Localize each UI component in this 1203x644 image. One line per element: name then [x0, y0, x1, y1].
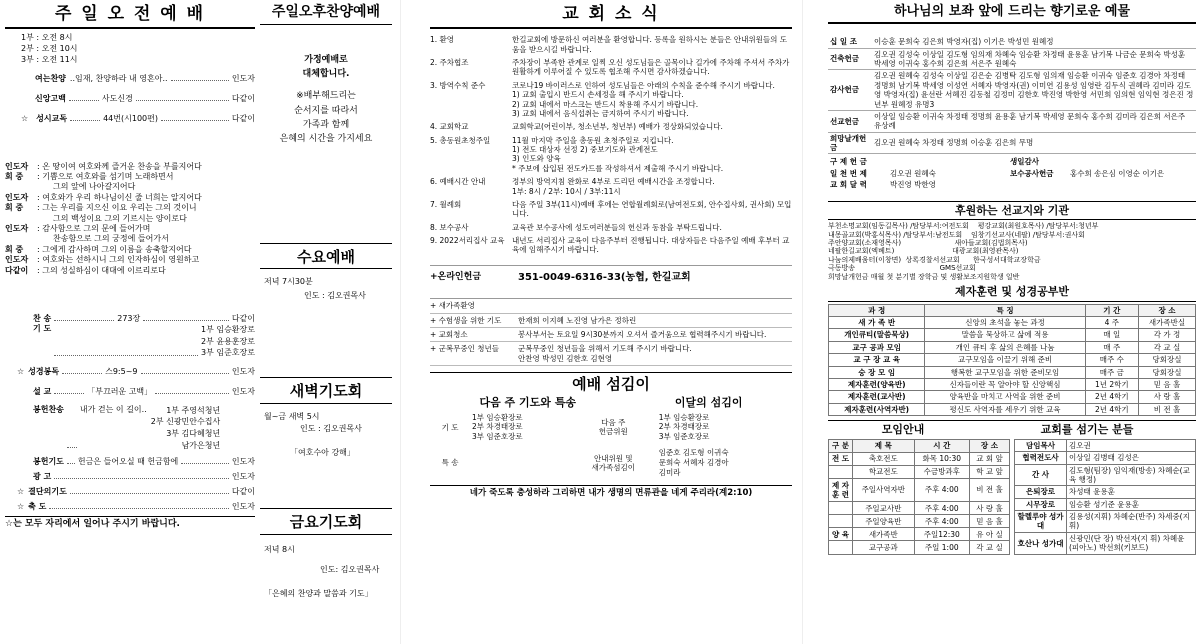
reading-line [5, 203, 255, 213]
meeting-cell: 주일교사반 [853, 502, 915, 515]
reading-line [5, 182, 255, 192]
creed: 신앙고백 사도신경 다같이 [35, 93, 255, 103]
offering-names: 김오권 원혜숙 차정태 정명희 이승훈 김은희 무명 [872, 132, 1196, 154]
offering-row [828, 70, 1196, 111]
news-text: 내년도 서리집사 교육이 다음주부터 진행됩니다. 대상자들은 다음주일 예배 후부터 교육에 임해주시기 바랍니다. [512, 236, 790, 255]
reading-line [5, 193, 255, 203]
offertory: 봉헌찬송 내가 걷는 이 길이.. 1부 주영석청년 2부 신광민안수집사 3부 김다혜청년 남가은청년 [33, 404, 221, 450]
meeting-row [829, 515, 1010, 528]
sermon: 설 교 「부끄러운 고백」 인도자 [33, 386, 255, 396]
training-cell: 믿 음 홀 [1139, 378, 1196, 390]
servant-row [1015, 511, 1196, 533]
misc-names: 박진영 박한영 [890, 180, 936, 190]
mission-line: 주안양교회(소재영목사) 새아들교회(김법희목사) [828, 239, 1028, 248]
servant-names: 김도형(팀장) 임익재(방송) 차혜순(교육 행정) [1067, 464, 1196, 486]
meeting-cell: 주후 4:00 [914, 515, 969, 528]
meeting-cell: 유 아 실 [969, 528, 1009, 541]
news-heading: 4. 교회학교 [430, 122, 469, 132]
training-cell: 1년 2학기 [1085, 378, 1138, 390]
wednesday-service-body: 저녁 7시30분 인도 : 김오권목사 [264, 277, 366, 301]
afternoon-service-title: 주일오후찬양예배 [260, 4, 392, 25]
news-heading: 9. 2022서리집사 교육 [430, 236, 505, 245]
meeting-header-cell: 제 목 [853, 439, 915, 452]
meeting-cell: 축호전도 [853, 452, 915, 465]
mission-list [828, 222, 1196, 281]
extra-item [430, 314, 792, 328]
training-cell: 교구 공과 모임 [829, 341, 925, 353]
reading-text: : 그의 성실하심이 대대에 이르리로다 [37, 265, 166, 275]
news-text: 교육관 보수공사에 성도여러분들의 헌신과 동참을 부탁드립니다. [512, 222, 722, 232]
church-news-column [430, 4, 792, 499]
training-row [829, 378, 1196, 390]
training-cell: 말씀을 묵상하고 삶에 적용 [925, 329, 1085, 341]
mission-line: 나눔의제배움터(이창면) 상록경찰서선교회 한국성서대학교장학금 [828, 255, 1041, 264]
extra-text: 봉사부서는 토요일 9시30분까지 오셔서 즐거움으로 협력해주시기 바랍니다. [518, 330, 767, 339]
training-cell: 행복한 교구모임을 위한 준비모임 [925, 366, 1085, 378]
time-1: 1부 : 오전 8시 [21, 33, 73, 43]
meeting-cell: 학교전도 [853, 466, 915, 479]
training-row [829, 354, 1196, 366]
training-cell: 비 전 홀 [1139, 403, 1196, 415]
news-text: 다음 주일 3부(11시)예배 후에는 연합월례회로(남여전도회, 안수집사회, 권사회) 모입니다. [512, 199, 792, 219]
mission-line: 내몽골교회(박홍식목사) /탐당부서:남전도회 임창기선교사(네팔) /탐당부서:권사회 [828, 230, 1085, 239]
news-text: 코로나19 바이러스로 인하여 성도님들은 아래의 수칙을 준수해 주시기 바랍니다. 1) 교회 출입시 반드시 손세정을 해 주시기 바랍니다. 2) 교회 내에서 마스크는 반드시 착용해 주시기 바랍니다. 3) 교회 내에서 음식섭취는 금지하여 주시기 바랍니다. [512, 80, 775, 118]
reading-speaker: 회 중 [5, 244, 24, 254]
meeting-cell [829, 502, 853, 515]
servant-role: 담임목사 [1015, 439, 1067, 451]
offering-names: 이승훈 문희숙 김은희 박영자(집) 이기은 박성민 원혜정 [872, 36, 1196, 48]
misc-kind: 생일감사 [1010, 157, 1039, 167]
meeting-cell: 각 교 실 [969, 541, 1009, 554]
news-heading: 7. 월례회 [430, 199, 462, 209]
news-item [430, 81, 792, 119]
servant-role: 간 사 [1015, 464, 1067, 486]
morning-service-column [5, 4, 255, 530]
misc-names [888, 156, 1008, 167]
meeting-cell: 주일사역자반 [853, 479, 915, 502]
training-header-cell: 장 소 [1139, 304, 1196, 316]
training-cell: 숭 장 모 임 [829, 366, 925, 378]
reading-text: : 여호와가 우리 하나님이신 줄 너희는 알지어다 [37, 192, 202, 202]
training-cell: 신자들이란 꼭 알아야 할 신앙핵심 [925, 378, 1085, 390]
reading-speaker [5, 182, 37, 192]
dawn-prayer-title: 새벽기도회 [260, 377, 392, 404]
mission-line: 부천소명교회(임동길목사) /탐당부서:여전도회 평강교회(최원호목사) /탐당부서:청년부 [828, 222, 1099, 231]
reading-speaker [5, 214, 37, 224]
meeting-row [829, 479, 1010, 502]
meeting-cell: 제 자 훈 련 [829, 479, 853, 502]
meeting-cell: 새가족반 [853, 528, 915, 541]
training-header-cell: 특 징 [925, 304, 1085, 316]
meeting-row [829, 541, 1010, 554]
meeting-row [829, 528, 1010, 541]
news-heading: 3. 방역수칙 준수 [430, 80, 486, 90]
training-cell: 개인큐티(말씀묵상) [829, 329, 925, 341]
training-row [829, 317, 1196, 329]
serve-next-title: 다음 주 기도와 특송 [479, 395, 576, 409]
reading-text: : 그에게 감사하며 그의 이름을 송축할지어다 [37, 244, 192, 254]
meeting-cell: 화목 10:30 [914, 452, 969, 465]
reading-text: : 감사함으로 그의 문에 들어가며 [37, 223, 151, 233]
offering-row [828, 48, 1196, 70]
reading-line [5, 224, 255, 234]
misc-names: 홍수희 송은심 이영순 이기은 [1070, 168, 1165, 178]
training-header-cell: 과 정 [829, 304, 925, 316]
meeting-cell [829, 541, 853, 554]
servant-names: 신광민(단 장) 박선자(지 휘) 차혜윤(피아노) 박선희(키보드) [1067, 532, 1196, 554]
servant-role: 협력전도사 [1015, 452, 1067, 464]
servant-names: 이상일 김병태 김성은 [1067, 452, 1196, 464]
extra-item [430, 342, 792, 366]
meeting-cell: 학 교 앞 [969, 466, 1009, 479]
news-item [430, 58, 792, 77]
reading-speaker: 회 중 [5, 172, 24, 182]
misc-offering-row [828, 168, 1196, 179]
offering-row [828, 132, 1196, 154]
news-text: 정부의 방역지침 완화로 4부로 드리던 예배시간을 조정합니다. 1부: 8시 / 2부: 10시 / 3부:11시 [512, 177, 715, 196]
servant-row [1015, 452, 1196, 464]
servant-names: 임승환 성기준 윤용훈 [1067, 498, 1196, 510]
training-row [829, 403, 1196, 415]
meeting-row [829, 466, 1010, 479]
meeting-cell: 주일 1:00 [914, 541, 969, 554]
extra-text: 한재희 이지혜 노진영 남가은 정하린 [518, 315, 637, 325]
meeting-cell: 믿 음 홀 [969, 515, 1009, 528]
extra-text: 군복무중인 청년들을 위해서 기도해 주시기 바랍니다. 안찬영 박성민 김한호 김현영 [518, 344, 692, 363]
servant-role: 시무장로 [1015, 498, 1067, 510]
meeting-cell: 주후 4:00 [914, 479, 969, 502]
meeting-cell: 전 도 [829, 452, 853, 465]
meeting-header [829, 439, 1010, 452]
misc-kind: 구 제 헌 금 [830, 157, 867, 167]
reading-speaker: 인도자 [5, 255, 29, 265]
friday-prayer-body: 저녁 8시 인도: 김오권목사 「은혜의 찬양과 말씀과 기도」 [264, 544, 380, 598]
news-text: 11월 마지막 주일을 총동원 초청주일로 지킵니다. 1) 전도 대상자 선정 2) 중보기도와 관계전도 3) 인도와 양육 * 주보에 삽입된 전도카드를 작성하셔서 제출해 주시기 바랍니다. [512, 135, 724, 173]
reading-line [5, 245, 255, 255]
online-offering: +온라인헌금 351-0049-6316-33(농협, 한길교회 [430, 265, 792, 285]
offering-kind: 건축헌금 [828, 48, 872, 70]
meeting-cell [829, 515, 853, 528]
news-item [430, 136, 792, 174]
training-cell: 당회장실 [1139, 366, 1196, 378]
news-text: 한길교회에 방문하신 여러분을 환영합니다. 등록을 원하시는 분들은 안내위원들의 도움을 받으시길 바랍니다. [512, 35, 788, 54]
other-services-column [260, 4, 392, 599]
training-cell: 각 가 정 [1139, 329, 1196, 341]
training-cell: 교 구 장 교 육 [829, 354, 925, 366]
news-item [430, 200, 792, 219]
mission-title: 후원하는 선교지와 기관 [828, 201, 1196, 221]
dawn-prayer-body: 월~금 새벽 5시 인도 : 김오권목사 「여호수아 강해」 [264, 412, 362, 457]
misc-kind: 교 회 달 력 [830, 180, 867, 190]
morning-service-title: 주 일 오 전 예 배 [5, 4, 255, 29]
training-row [829, 391, 1196, 403]
meeting-cell: 주후 4:00 [914, 502, 969, 515]
misc-offering-row [828, 156, 1196, 167]
training-cell: 4 주 [1085, 317, 1138, 329]
training-cell: 제자훈련(양육반) [829, 378, 925, 390]
responsive-reading: ☆ 성시교독 44번(시100편) 다같이 [21, 113, 255, 123]
reading-text: : 여호와는 선하시니 그의 인자하심이 영원하고 [37, 255, 200, 265]
extra-item [430, 328, 792, 342]
training-cell: 매 일 [1085, 329, 1138, 341]
offering-kind: 십 일 조 [828, 36, 872, 48]
benediction: ☆ 축 도 인도자 [17, 502, 255, 512]
decision-prayer: ☆ 결단의기도 다같이 [17, 487, 255, 497]
meeting-cell: 교구공과 [853, 541, 915, 554]
extra-heading: + 교회청소 [430, 330, 468, 339]
news-text: 교회학교(어린이부, 청소년부, 청년부) 예배가 정상화되었습니다. [512, 122, 723, 132]
news-heading: 6. 예배시간 안내 [430, 177, 486, 187]
extra-heading: + 수험생을 위한 기도 [430, 315, 502, 325]
time-2: 2부 : 오전 10시 [21, 44, 78, 54]
meeting-header-cell: 구 분 [829, 439, 853, 452]
meeting-cell: 수금방과후 [914, 466, 969, 479]
servant-row [1015, 498, 1196, 510]
mission-line: 희망날개헌금 매월 첫 분기별 장학금 및 생활보조지원학생 일반 [828, 272, 1020, 281]
meeting-row [829, 502, 1010, 515]
reading-speaker: 인도자 [5, 192, 29, 202]
meeting-table [828, 439, 1010, 555]
service-times [21, 33, 255, 65]
news-text: 주차장이 부족한 관계로 일찍 오신 성도님들은 골목이나 길가에 주차해 주셔서 주차가 원활하게 이루어질 수 있도록 협조해 주시면 감사하겠습니다. [512, 58, 790, 77]
extra-text [518, 301, 792, 310]
news-item [430, 236, 792, 255]
training-cell: 평신도 사역자를 세우기 위한 교육 [925, 403, 1085, 415]
training-cell: 2년 4학기 [1085, 403, 1138, 415]
training-cell: 매주 수 [1085, 354, 1138, 366]
hymn: 찬 송 273장 다같이 [33, 313, 255, 323]
servant-names: 차성태 윤용훈 [1067, 486, 1196, 498]
standing-note: ☆는 모두 자리에서 일어나 주시기 바랍니다. [5, 516, 255, 530]
meeting-title: 모임안내 [881, 423, 925, 437]
church-news-title: 교 회 소 식 [430, 4, 792, 29]
training-cell: 매주 금 [1085, 366, 1138, 378]
training-cell: 개인 큐티 후 삶의 은혜를 나눔 [925, 341, 1085, 353]
reading-text: 찬송함으로 그의 궁정에 들어가서 [53, 234, 169, 244]
training-header-cell: 기 간 [1085, 304, 1138, 316]
offerings-column [828, 4, 1196, 555]
news-heading: 5. 총동원초청주일 [430, 135, 491, 145]
offering-kind: 희망날개헌금 [828, 132, 872, 154]
meeting-cell: 비 전 홀 [969, 479, 1009, 502]
offering-names: 이상일 임승환 이귀숙 차정태 정명희 윤용훈 남기복 박세영 문희숙 홍수희 김미라 김은희 서은주 유상례 [872, 110, 1196, 132]
misc-names: 김오권 원혜숙 [890, 168, 936, 178]
extra-heading: + 군복무중인 청년들 [430, 344, 500, 354]
news-item [430, 35, 792, 54]
reading-text: : 그는 우리를 지으신 이요 우리는 그의 것이니 [37, 203, 197, 213]
servant-row [1015, 486, 1196, 498]
extra-item [430, 299, 792, 313]
training-row [829, 329, 1196, 341]
training-table [828, 304, 1196, 416]
servant-role: 호산나 성가대 [1015, 532, 1067, 554]
scripture: ☆ 성경봉독 스9:5~9 인도자 [17, 366, 255, 376]
training-cell: 사 랑 홀 [1139, 391, 1196, 403]
news-list [430, 35, 792, 255]
misc-names [1068, 179, 1196, 190]
reading-speaker: 회 중 [5, 203, 24, 213]
extra-heading: + 새가족환영 [430, 301, 475, 311]
reading-speaker: 인도자 [5, 223, 29, 233]
servant-row [1015, 439, 1196, 451]
meeting-cell: 사 랑 홀 [969, 502, 1009, 515]
reading-speaker [5, 234, 37, 244]
servant-row [1015, 532, 1196, 554]
training-row [829, 341, 1196, 353]
servant-role: 은퇴장로 [1015, 486, 1067, 498]
serve-month-title: 이달의 섬김이 [674, 395, 743, 409]
offering-names: 김오권 원혜숙 김성숙 이상일 김은순 김병탁 김도형 임의재 임승환 이귀숙 임준호 김경아 차정태 정명희 남기복 박세영 이성연 서혜자 박영자(권) 이미연 김용성 임영란 김두식 권혜라 김미라 김도영 박영자(집) 윤선란 서혜진 김동철 김정미 김한호 박진영 박한영 서민희 임의현 임익현 정은진 정년부 원혜정 유명3 [872, 70, 1196, 111]
offering-kind: 선교헌금 [828, 110, 872, 132]
news-item [430, 177, 792, 196]
training-cell: 양육반을 마치고 사역을 위한 준비 [925, 391, 1085, 403]
news-heading: 2. 주차협조 [430, 58, 469, 67]
mission-line: 극동방송 GMS선교회 [828, 264, 976, 273]
serve-title: 예배 섬김이 [430, 372, 792, 396]
meeting-cell: 양 육 [829, 528, 853, 541]
offerings-table [828, 36, 1196, 154]
offering-row [828, 110, 1196, 132]
meeting-header-cell: 장 소 [969, 439, 1009, 452]
training-title: 제자훈련 및 성경공부반 [828, 285, 1196, 302]
reading-speaker: 다같이 [5, 265, 29, 275]
offering-row [828, 36, 1196, 48]
opening-praise: 여는찬양 ..임재, 찬양하라 내 영혼아.. 인도자 [35, 73, 255, 83]
time-3: 3부 : 오전 11시 [21, 54, 78, 64]
training-cell: 당회장실 [1139, 354, 1196, 366]
reading-text: 그의 앞에 나아갈지어다 [53, 182, 136, 192]
offering-kind: 감사헌금 [828, 70, 872, 111]
announcements: 광 고 인도자 [33, 472, 255, 482]
misc-kind: 보수공사헌금 [1010, 168, 1054, 178]
reading-line [5, 162, 255, 172]
servants-table [1014, 439, 1196, 555]
serve-table: 기 도 1부 임승환장로 2부 차경태장로 3부 임준호장로 다음 주 헌금위원 1부 임승환장로 2부 차경태장로 3부 임준호장로 특 송 안내위원 및 새가족섬김이 임준호 김도형 이귀숙 문희숙 서혜자 김경아 김미라 [441, 412, 729, 477]
training-header [829, 304, 1196, 316]
servant-names: 김용성(지휘) 차혜순(반주) 차세중(지휘) [1067, 511, 1196, 533]
mission-line: 네팔한길교회(엑베트) 대광교회(최영관목사) [828, 247, 1019, 256]
training-cell: 제자훈련(사역자반) [829, 403, 925, 415]
misc-offerings-table [828, 156, 1196, 190]
responsive-text [5, 162, 255, 276]
training-cell: 2년 4학기 [1085, 391, 1138, 403]
training-cell: 제자훈련(교사반) [829, 391, 925, 403]
offering-names: 김오권 김성숙 이상일 김도형 임의재 차혜숙 임승환 차정태 윤용훈 남기복 나금순 문희숙 박성훈 박세영 이귀숙 홍수희 김은희 서은주 원혜숙 [872, 48, 1196, 70]
wednesday-service-title: 수요예배 [260, 243, 392, 270]
extra-list [430, 298, 792, 366]
training-cell: 매 주 [1085, 341, 1138, 353]
reading-text: : 온 땅이여 여호와께 즐거운 찬송을 부를지어다 [37, 161, 202, 171]
meeting-header-cell: 시 간 [914, 439, 969, 452]
misc-names [1068, 156, 1196, 167]
servant-role: 할렐루야 성가대 [1015, 511, 1067, 533]
meeting-row [829, 452, 1010, 465]
news-item [430, 223, 792, 232]
friday-prayer-title: 금요기도회 [260, 508, 392, 535]
bible-verse: 네가 죽도록 충성하라 그리하면 내가 생명의 면류관을 네게 주리라(계2:10) [430, 485, 792, 499]
reading-text: : 기쁨으로 여호와를 섬기며 노래하면서 [37, 172, 174, 182]
meeting-cell [829, 466, 853, 479]
news-heading: 8. 보수공사 [430, 222, 469, 232]
misc-kind: 일 천 번 제 [830, 168, 867, 178]
afternoon-service-body: 가정예배로 대체합니다. ※배부해드리는 순서지를 따라서 가족과 함께 은혜의 시간을 가지세요 [279, 54, 373, 145]
reading-line [5, 266, 255, 276]
training-cell: 교구모임을 이끌기 위해 준비 [925, 354, 1085, 366]
meeting-cell: 교 회 앞 [969, 452, 1009, 465]
training-row [829, 366, 1196, 378]
servant-names: 김오권 [1067, 439, 1196, 451]
offering-prayer: 봉헌기도 헌금은 들어오실 때 헌금함에 인도자 [33, 457, 255, 467]
misc-offering-row [828, 179, 1196, 190]
prayer: 기 도 1부 임승환장로 2부 윤용훈장로 3부 임준호장로 [33, 323, 255, 358]
meeting-cell: 주일양육반 [853, 515, 915, 528]
servant-row [1015, 464, 1196, 486]
training-cell: 새가족반실 [1139, 317, 1196, 329]
training-cell: 각 교 실 [1139, 341, 1196, 353]
reading-line [5, 234, 255, 244]
training-cell: 새 가 족 반 [829, 317, 925, 329]
training-cell: 신앙의 초석을 놓는 과정 [925, 317, 1085, 329]
news-item [430, 122, 792, 131]
reading-speaker: 인도자 [5, 161, 29, 171]
reading-line [5, 172, 255, 182]
reading-line [5, 214, 255, 224]
news-heading: 1. 환영 [430, 35, 455, 45]
misc-kind [1008, 179, 1068, 190]
offerings-title: 하나님의 보좌 앞에 드리는 향기로운 예물 [828, 4, 1196, 24]
reading-text: 그의 백성이요 그의 기르시는 양이로다 [53, 213, 187, 223]
servants-title: 교회를 섬기는 분들 [1040, 423, 1134, 437]
reading-line [5, 255, 255, 265]
meeting-cell: 주일12:30 [914, 528, 969, 541]
